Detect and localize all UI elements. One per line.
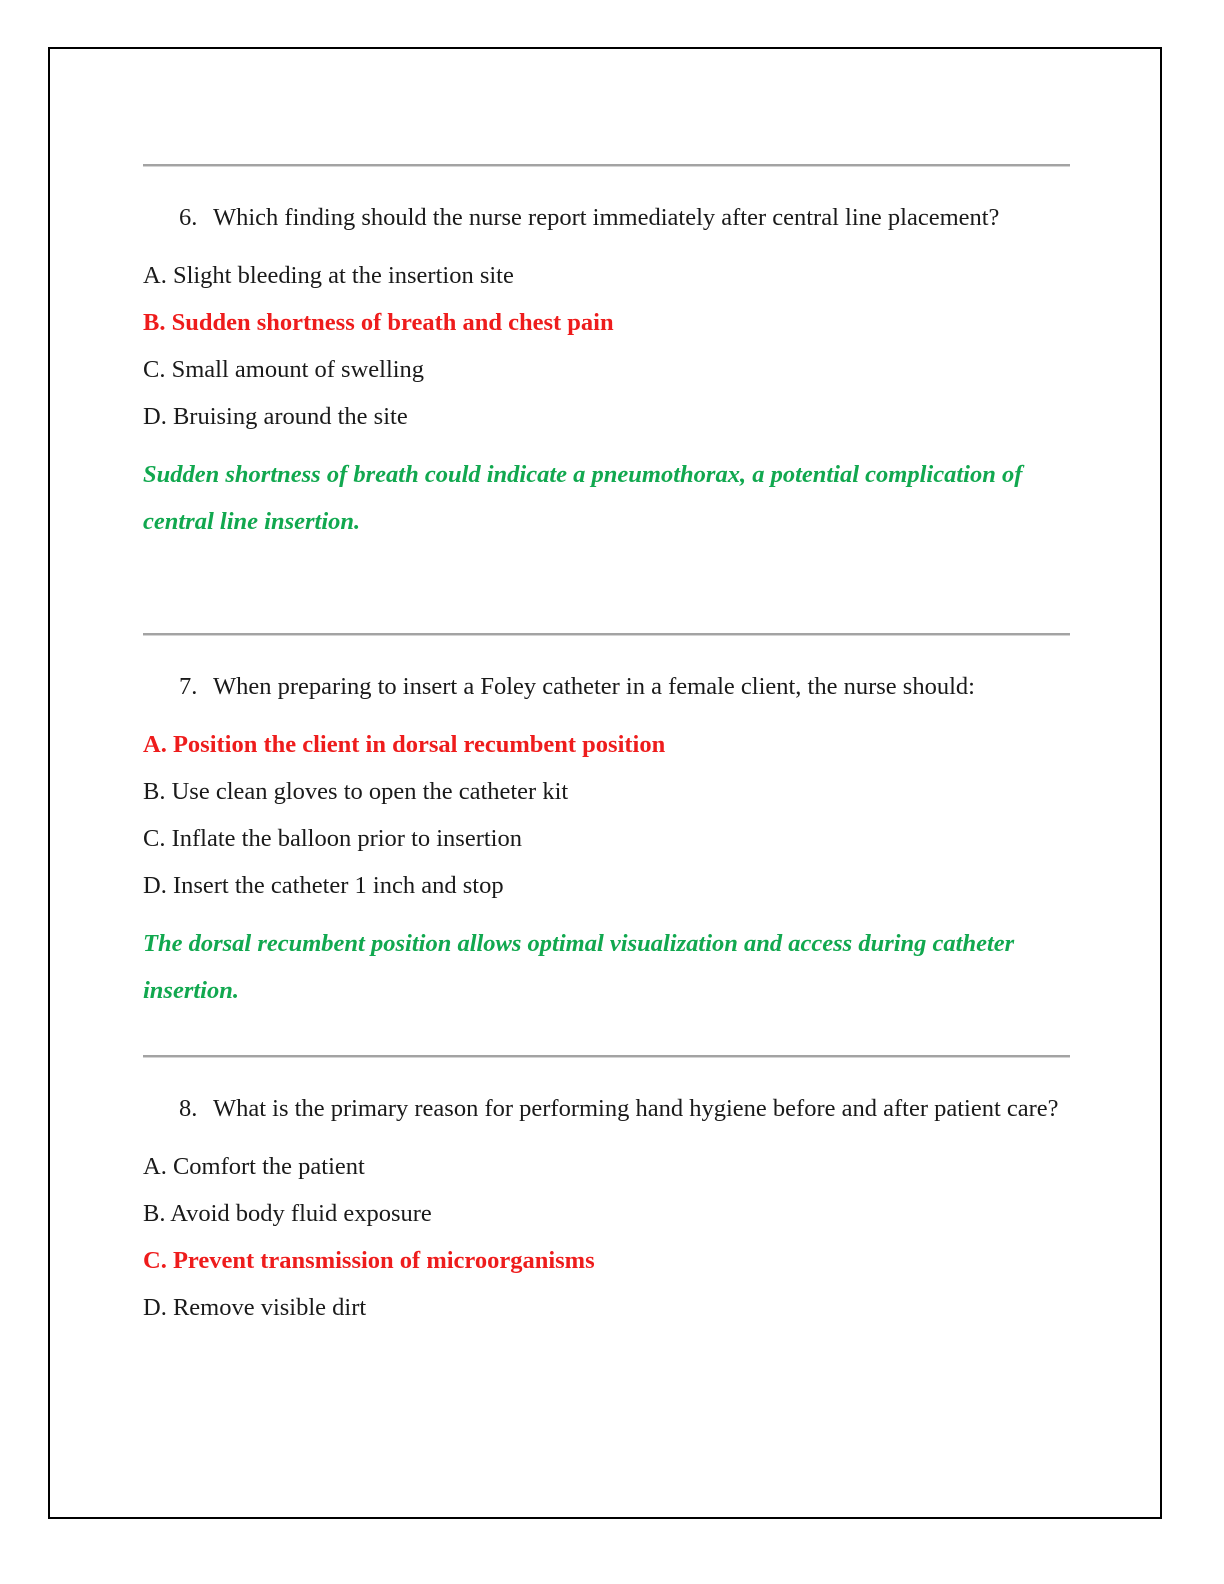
section-divider (143, 1055, 1070, 1058)
question-7 (143, 663, 1073, 1014)
question-number: 6. (179, 204, 198, 231)
question-stem (143, 194, 1073, 241)
option-d: D. Remove visible dirt (143, 1294, 367, 1321)
section-divider (143, 164, 1070, 167)
option-b: B. Use clean gloves to open the catheter kit (143, 778, 569, 805)
rationale: The dorsal recumbent position allows optimal visualization and access during catheter insertion. (143, 930, 1015, 1004)
question-6 (143, 194, 1073, 545)
section-divider (143, 633, 1070, 636)
question-text: What is the primary reason for performing hand hygiene before and after patient care? (213, 1095, 1059, 1122)
question-text: Which finding should the nurse report immediately after central line placement? (213, 204, 1000, 231)
option-c: C. Inflate the balloon prior to insertion (143, 825, 522, 852)
question-number: 8. (179, 1095, 198, 1122)
question-stem (143, 1085, 1073, 1132)
option-a-correct: A. Position the client in dorsal recumbent position (143, 731, 666, 758)
option-d: D. Bruising around the site (143, 403, 408, 430)
option-a: A. Slight bleeding at the insertion site (143, 262, 514, 289)
options-list (143, 721, 1073, 909)
question-number: 7. (179, 673, 198, 700)
option-d: D. Insert the catheter 1 inch and stop (143, 872, 504, 899)
options-list (143, 252, 1073, 440)
question-8 (143, 1085, 1073, 1331)
option-a: A. Comfort the patient (143, 1153, 365, 1180)
option-c-correct: C. Prevent transmission of microorganisms (143, 1247, 595, 1274)
option-c: C. Small amount of swelling (143, 356, 425, 383)
options-list (143, 1143, 1073, 1331)
question-stem (143, 663, 1073, 710)
option-b: B. Avoid body fluid exposure (143, 1200, 432, 1227)
rationale: Sudden shortness of breath could indicate a pneumothorax, a potential complication of central line insertion. (143, 461, 1023, 535)
option-b-correct: B. Sudden shortness of breath and chest pain (143, 309, 614, 336)
question-text: When preparing to insert a Foley catheter in a female client, the nurse should: (213, 673, 975, 700)
